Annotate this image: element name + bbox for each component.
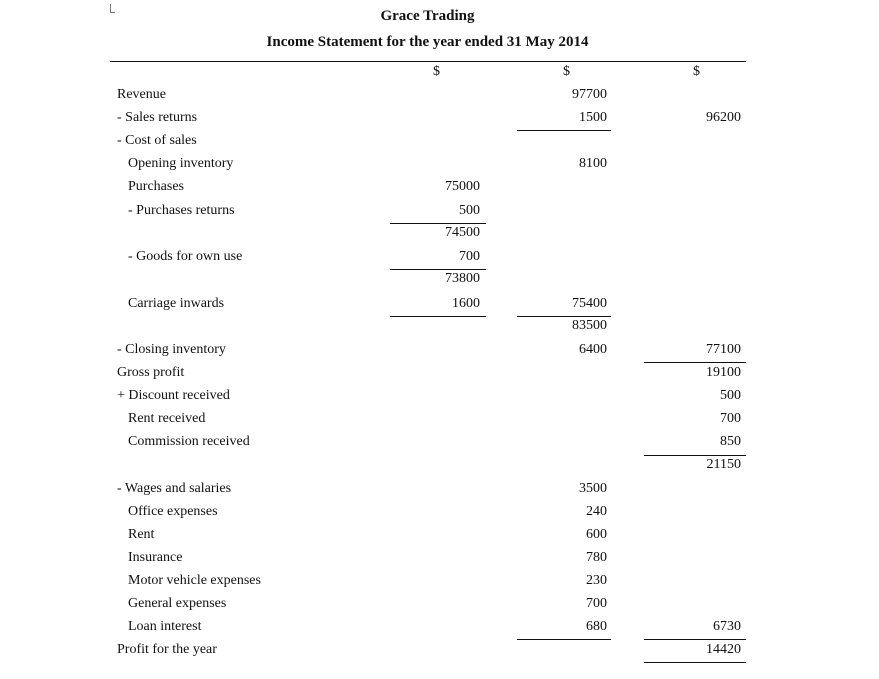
value-insurance: 780 (586, 550, 607, 565)
label-discount-received: + Discount received (117, 388, 230, 403)
label-opening-inventory: Opening inventory (128, 156, 234, 171)
value-total-expenses: 6730 (713, 619, 741, 634)
rule-carriage-col1 (390, 316, 486, 317)
value-total-income: 21150 (706, 457, 741, 472)
label-revenue: Revenue (117, 87, 166, 102)
label-carriage-inwards: Carriage inwards (128, 296, 225, 311)
value-gross-profit: 19100 (706, 365, 741, 380)
statement-title: Income Statement for the year ended 31 May 2014 (266, 34, 589, 50)
value-commission-received: 850 (720, 434, 741, 449)
value-sales-returns: 1500 (579, 110, 607, 125)
rule-expenses-col2 (517, 639, 611, 640)
value-purchases: 75000 (445, 179, 480, 194)
value-rent-received: 700 (720, 411, 741, 426)
currency-symbol-col3: $ (693, 64, 700, 79)
value-motor-vehicle-expenses: 230 (586, 573, 607, 588)
rule-gross-profit (644, 362, 746, 363)
value-loan-interest: 680 (586, 619, 607, 634)
currency-symbol-col1: $ (433, 64, 440, 79)
value-rent: 600 (586, 527, 607, 542)
header-rule (110, 61, 746, 62)
value-cost-of-purchases: 75400 (572, 296, 607, 311)
label-sales-returns: - Sales returns (117, 110, 198, 125)
company-name: Grace Trading (380, 8, 475, 24)
label-closing-inventory: - Closing inventory (117, 342, 226, 357)
value-goods-own-use: 700 (459, 249, 480, 264)
value-general-expenses: 700 (586, 596, 607, 611)
value-net-revenue: 96200 (706, 110, 741, 125)
label-insurance: Insurance (128, 550, 183, 565)
label-cost-of-sales: - Cost of sales (117, 133, 197, 148)
label-motor-vehicle-expenses: Motor vehicle expenses (128, 573, 261, 588)
label-purchases: Purchases (128, 179, 184, 194)
rule-net-revenue (517, 130, 611, 131)
label-office-expenses: Office expenses (128, 504, 218, 519)
value-cost-of-sales: 77100 (706, 342, 741, 357)
value-goods-available: 83500 (572, 318, 607, 333)
value-carriage-inwards: 1600 (452, 296, 480, 311)
label-purchases-returns: - Purchases returns (128, 203, 235, 218)
value-after-own-use: 73800 (445, 271, 480, 286)
value-purchases-subtotal: 74500 (445, 225, 480, 240)
label-rent: Rent (128, 527, 155, 542)
label-loan-interest: Loan interest (128, 619, 202, 634)
value-profit-for-year: 14420 (706, 642, 741, 657)
label-gross-profit: Gross profit (117, 365, 185, 380)
label-general-expenses: General expenses (128, 596, 227, 611)
value-purchases-returns: 500 (459, 203, 480, 218)
value-discount-received: 500 (720, 388, 741, 403)
label-commission-received: Commission received (128, 434, 250, 449)
value-opening-inventory: 8100 (579, 156, 607, 171)
value-revenue: 97700 (572, 87, 607, 102)
label-rent-received: Rent received (128, 411, 206, 426)
value-office-expenses: 240 (586, 504, 607, 519)
rule-profit (644, 639, 746, 640)
label-wages-salaries: - Wages and salaries (117, 481, 232, 496)
label-goods-own-use: - Goods for own use (128, 249, 243, 264)
rule-profit-double-1 (644, 662, 746, 663)
currency-symbol-col2: $ (563, 64, 570, 79)
value-wages-salaries: 3500 (579, 481, 607, 496)
value-closing-inventory: 6400 (579, 342, 607, 357)
label-profit-for-year: Profit for the year (117, 642, 217, 657)
